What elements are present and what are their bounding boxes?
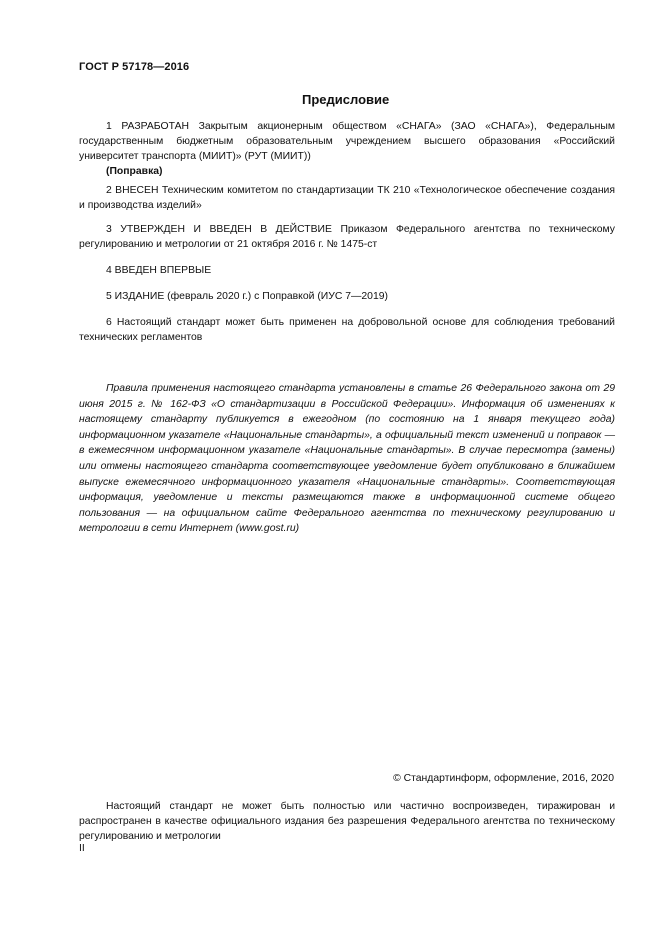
reproduction-notice: Настоящий стандарт не может быть полностью или частично воспроизведен, тиражирован и распространен в качестве официального издания без разрешения Федерального агентства по техническому регулированию и метрологии [79, 801, 615, 842]
standard-application-note: Правила применения настоящего стандарта установлены в статье 26 Федерального закона от 29 июня 2015 г. № 162-ФЗ «О стандартизации в Российской Федерации». Информация об изменениях к настоящему стандарту публикуется в ежегодном (по состоянию на 1 января текущего года) информационном указателе «Национальные стандарты», а официальный текст изменений и поправок — в ежемесячном информационном указателе «Национальные стандарты». В случае пересмотра (замены) или отмены настоящего стандарта соответствующее уведомление будет опубликовано в ближайшем выпуске ежемесячного информационного указателя «Национальные стандарты». Соответствующая информация, уведомление и тексты размещаются также в информационной системе общего пользования — на официальном сайте Федерального агентства по техническому регулированию и метрологии в сети Интернет (www.gost.ru) [79, 383, 615, 535]
paragraph-5: 5 ИЗДАНИЕ (февраль 2020 г.) с Поправкой (ИУС 7—2019) [106, 291, 388, 302]
paragraph-4: 4 ВВЕДЕН ВПЕРВЫЕ [106, 265, 212, 276]
paragraph-6: 6 Настоящий стандарт может быть применен на добровольной основе для соблюдения требований технических регламентов [79, 317, 615, 343]
page-number: II [79, 843, 85, 854]
paragraph-1-note: (Поправка) [106, 166, 163, 177]
page-title: Предисловие [302, 92, 390, 107]
standard-code-header: ГОСТ Р 57178—2016 [79, 61, 190, 73]
copyright-line: © Стандартинформ, оформление, 2016, 2020 [393, 773, 614, 784]
paragraph-3: 3 УТВЕРЖДЕН И ВВЕДЕН В ДЕЙСТВИЕ Приказом Федерального агентства по техническому регулированию и метрологии от 21 октября 2016 г. № 1475-ст [79, 224, 615, 250]
paragraph-1-text: 1 РАЗРАБОТАН Закрытым акционерным обществом «СНАГА» (ЗАО «СНАГА»), Федеральным государственным бюджетным образовательным учреждением высшего образования «Российский университет транспорта (МИИТ)» (РУТ (МИИТ)) [79, 121, 615, 162]
paragraph-1 [79, 119, 615, 179]
paragraph-2: 2 ВНЕСЕН Техническим комитетом по стандартизации ТК 210 «Технологическое обеспечение создания и производства изделий» [79, 185, 615, 211]
